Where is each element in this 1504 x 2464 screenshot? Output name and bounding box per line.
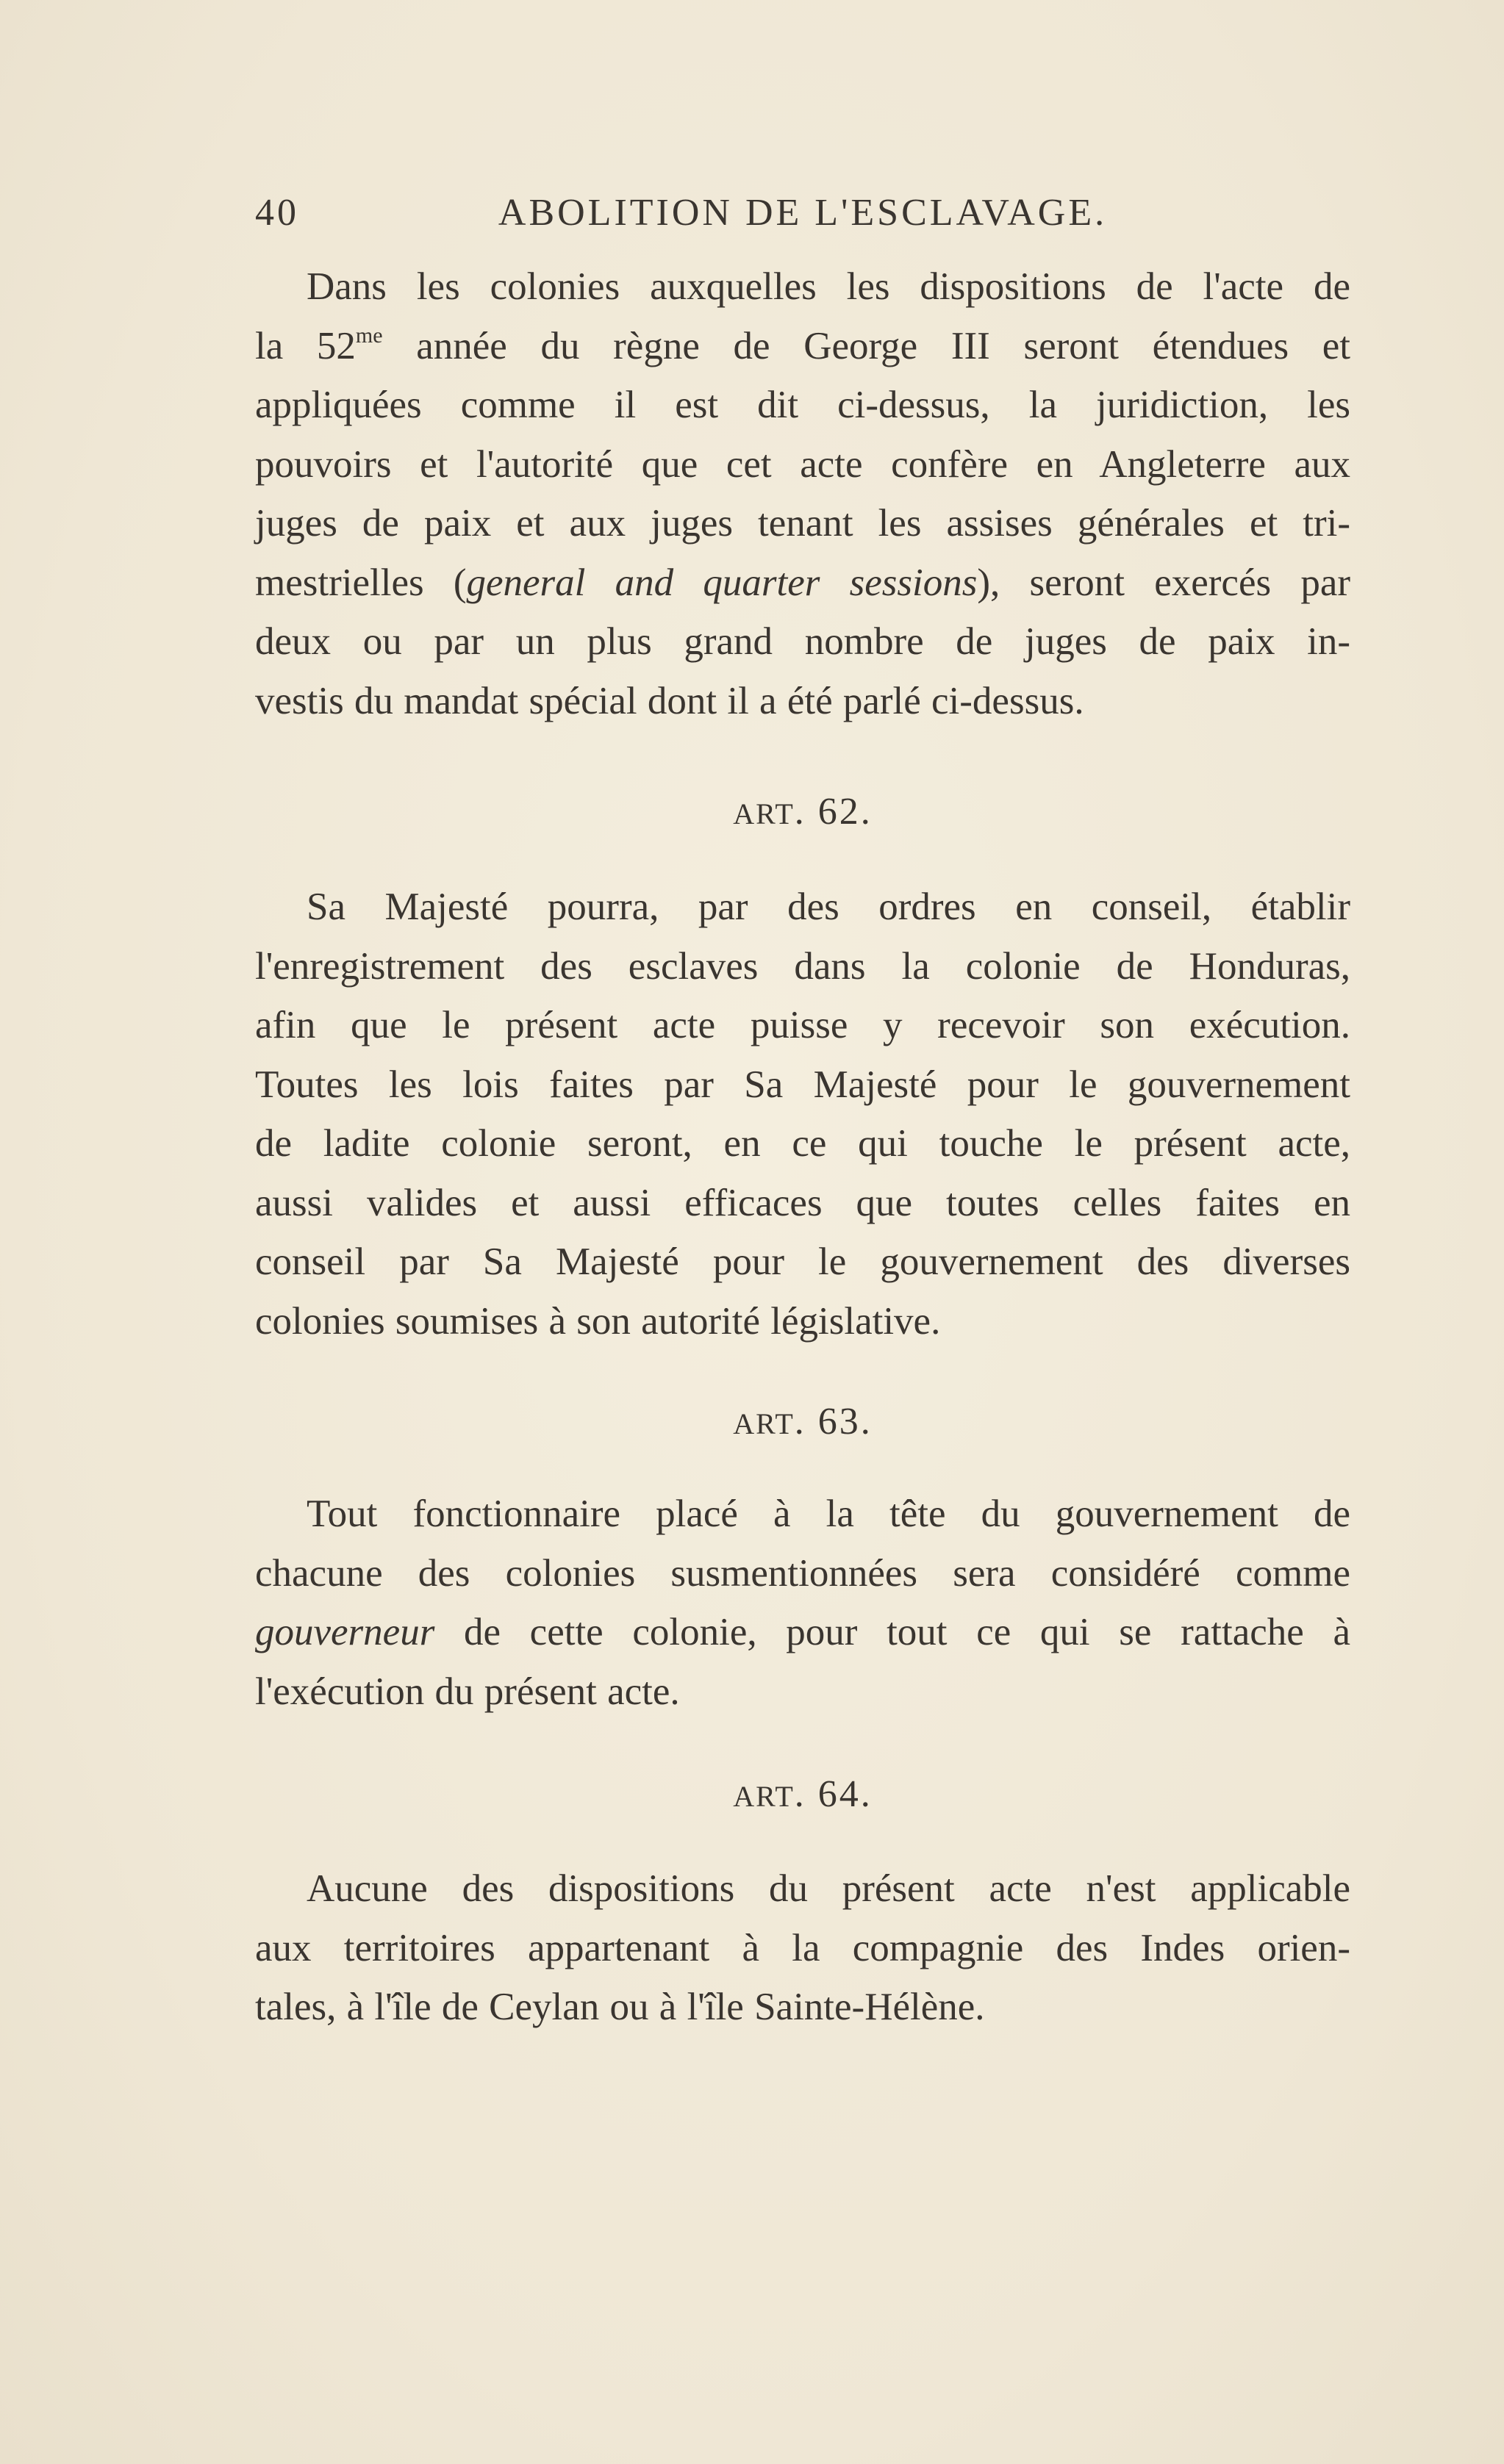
page-number: 40 <box>255 192 299 234</box>
text-line: tales, à l'île de Ceylan ou à l'île Sainte-Hélène. <box>255 1986 985 2028</box>
text-line: deux ou par un plus grand nombre de juges de paix in- <box>255 620 1350 663</box>
paragraph-article-63 <box>255 1484 1350 1721</box>
text-line: Sa Majesté pourra, par des ordres en conseil, établir <box>307 886 1350 928</box>
paragraph-article-64 <box>255 1859 1350 2037</box>
article-heading-62: ART. 62. <box>733 791 873 833</box>
text-line: pouvoirs et l'autorité que cet acte confère en Angleterre aux <box>255 442 1350 486</box>
text-line: l'exécution du présent acte. <box>255 1670 680 1713</box>
text-line: Tout fonctionnaire placé à la tête du gouvernement de <box>307 1493 1350 1535</box>
text-line: vestis du mandat spécial dont il a été parlé ci-dessus. <box>255 679 1084 722</box>
text-line: gouverneur de cette colonie, pour tout ce qui se rattache à <box>255 1611 1350 1653</box>
paragraph-article-62 <box>255 877 1350 1351</box>
page-header <box>255 184 1350 243</box>
text-line: aussi valides et aussi efficaces que toutes celles faites en <box>255 1181 1350 1224</box>
text-line: afin que le présent acte puisse y recevoir son exécution. <box>255 1004 1350 1046</box>
text-line: conseil par Sa Majesté pour le gouvernement des diverses <box>255 1240 1350 1283</box>
text-line: Dans les colonies auxquelles les dispositions de l'acte de <box>307 265 1350 308</box>
italic-phrase: general and quarter sessions <box>466 561 978 604</box>
text-line: colonies soumises à son autorité législative. <box>255 1299 941 1343</box>
text-line: la $52^{me}$ année du règne de George III seront étendues et <box>255 323 1351 367</box>
superscript: me <box>355 323 383 348</box>
text-line: appliquées comme il est dit ci-dessus, la juridiction, les <box>255 384 1350 426</box>
text-line: l'enregistrement des esclaves dans la colonie de Honduras, <box>255 944 1350 988</box>
text-line: chacune des colonies susmentionnées sera considéré comme <box>255 1551 1350 1595</box>
text-line: juges de paix et aux juges tenant les assises générales et tri- <box>255 502 1350 545</box>
article-heading-63: ART. 63. <box>733 1401 873 1443</box>
italic-word: gouverneur <box>255 1611 435 1653</box>
text-line: Aucune des dispositions du présent acte n'est applicable <box>307 1867 1350 1910</box>
article-heading-64: ART. 64. <box>733 1773 873 1815</box>
text-line: Toutes les lois faites par Sa Majesté pour le gouvernement <box>255 1063 1350 1106</box>
paragraph-article-61-continued <box>255 257 1350 730</box>
text-line: aux territoires appartenant à la compagnie des Indes orien- <box>255 1926 1350 1969</box>
running-title: ABOLITION DE L'ESCLAVAGE. <box>498 192 1108 234</box>
text-line: mestrielles (general and quarter sessions), seront exercés par <box>255 561 1351 604</box>
text-line: de ladite colonie seront, en ce qui touche le présent acte, <box>255 1122 1350 1165</box>
